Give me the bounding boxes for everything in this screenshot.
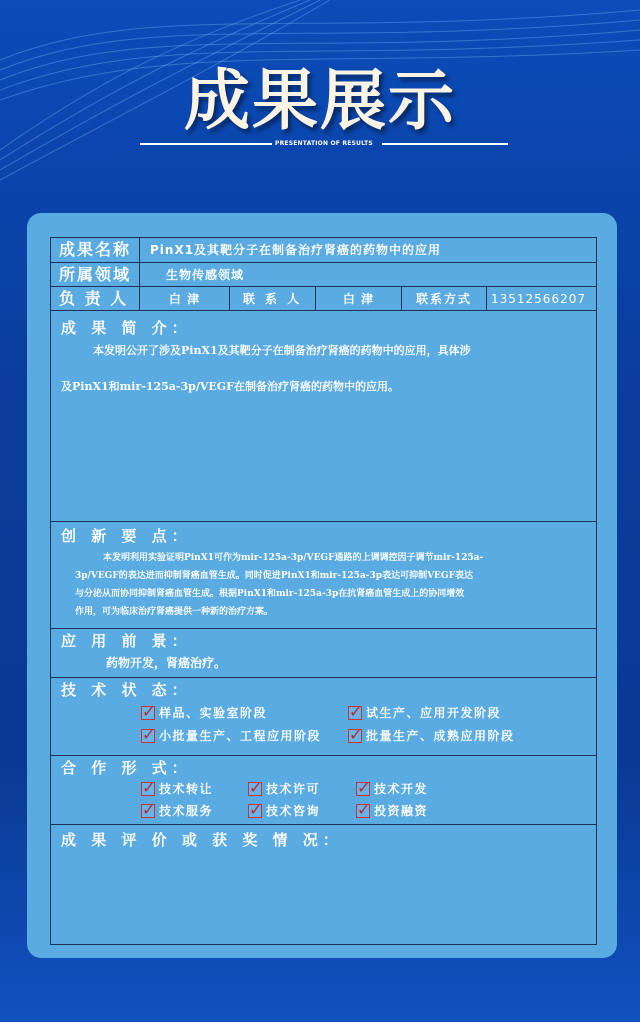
option-label: 技术开发	[374, 782, 429, 796]
section-status	[51, 678, 596, 756]
page-subtitle: PRESENTATION OF RESULTS	[275, 140, 373, 147]
option-label: 批量生产、成熟应用阶段	[366, 729, 515, 743]
summary-label: 成 果 简 介：	[61, 319, 192, 337]
phone-value: 13512566207	[491, 291, 586, 306]
status-label: 技 术 状 态：	[61, 681, 192, 699]
cooperation-option[interactable]	[356, 781, 428, 797]
contact-label: 联 系 人	[230, 287, 316, 310]
checkbox-checked-icon[interactable]	[248, 804, 262, 818]
cooperation-label: 合 作 形 式：	[61, 759, 192, 777]
section-cooperation	[51, 756, 596, 825]
prospect-text: 药物开发，肾癌治疗。	[106, 656, 227, 670]
divider	[382, 143, 508, 145]
innovation-line: 3p/VEGF的表达进而抑制肾癌血管生成。同时促进PinX1和mir-125a-3p表达可抑制VEGF表达	[75, 571, 473, 581]
option-label: 技术转让	[159, 782, 214, 796]
innovation-line: 与分泌从而协同抑制肾癌血管生成。根据PinX1和mir-125a-3p在抗肾癌血管生成上的协同增效	[75, 589, 465, 599]
option-label: 投资融资	[374, 804, 429, 818]
field-label: 所属领域	[51, 263, 140, 286]
section-evaluation	[51, 825, 596, 944]
owner-value: 白 津	[140, 287, 230, 310]
row-name	[51, 238, 596, 263]
option-label: 技术服务	[159, 804, 214, 818]
checkbox-checked-icon[interactable]	[356, 804, 370, 818]
page-title: 成果展示	[184, 61, 456, 139]
summary-text: 及PinX1和mir-125a-3p/VEGF在制备治疗肾癌的药物中的应用。	[61, 380, 399, 393]
owner-label: 负 责 人	[51, 287, 140, 310]
checkbox-checked-icon[interactable]	[356, 782, 370, 796]
checkbox-checked-icon[interactable]	[141, 729, 155, 743]
summary-text: 本发明公开了涉及PinX1及其靶分子在制备治疗肾癌的药物中的应用，具体涉	[93, 344, 471, 357]
phone-label: 联系方式	[402, 287, 487, 310]
checkbox-checked-icon[interactable]	[348, 706, 362, 720]
checkbox-checked-icon[interactable]	[248, 782, 262, 796]
option-label: 技术咨询	[266, 804, 321, 818]
prospect-label: 应 用 前 景：	[61, 632, 192, 650]
innovation-line: 本发明利用实验证明PinX1可作为mir-125a-3p/VEGF通路的上调调控因子调节mir-125a-	[103, 553, 484, 563]
option-label: 样品、实验室阶段	[159, 706, 268, 720]
option-label: 技术许可	[266, 782, 321, 796]
checkbox-checked-icon[interactable]	[348, 729, 362, 743]
section-summary	[51, 311, 596, 522]
status-option[interactable]	[141, 705, 267, 721]
innovation-label: 创 新 要 点：	[61, 527, 192, 545]
section-prospect	[51, 629, 596, 678]
status-option[interactable]	[348, 705, 501, 721]
checkbox-checked-icon[interactable]	[141, 804, 155, 818]
contact-value: 白 津	[316, 287, 402, 310]
divider	[140, 143, 272, 145]
checkbox-checked-icon[interactable]	[141, 706, 155, 720]
evaluation-label: 成 果 评 价 或 获 奖 情 况：	[61, 831, 343, 849]
cooperation-option[interactable]	[356, 803, 428, 819]
innovation-line: 作用，可为临床治疗肾癌提供一种新的治疗方案。	[75, 607, 274, 617]
section-innovation	[51, 522, 596, 629]
status-option[interactable]	[141, 728, 321, 744]
cooperation-option[interactable]	[141, 781, 213, 797]
option-label: 试生产、应用开发阶段	[366, 706, 502, 720]
row-field	[51, 263, 596, 287]
field-value: 生物传感领域	[166, 267, 245, 282]
name-label: 成果名称	[51, 238, 140, 262]
name-value: PinX1及其靶分子在制备治疗肾癌的药物中的应用	[150, 243, 442, 257]
checkbox-checked-icon[interactable]	[141, 782, 155, 796]
row-owner	[51, 287, 596, 311]
cooperation-option[interactable]	[248, 781, 320, 797]
cooperation-option[interactable]	[248, 803, 320, 819]
option-label: 小批量生产、工程应用阶段	[159, 729, 322, 743]
result-table	[50, 237, 597, 945]
cooperation-option[interactable]	[141, 803, 213, 819]
status-option[interactable]	[348, 728, 515, 744]
